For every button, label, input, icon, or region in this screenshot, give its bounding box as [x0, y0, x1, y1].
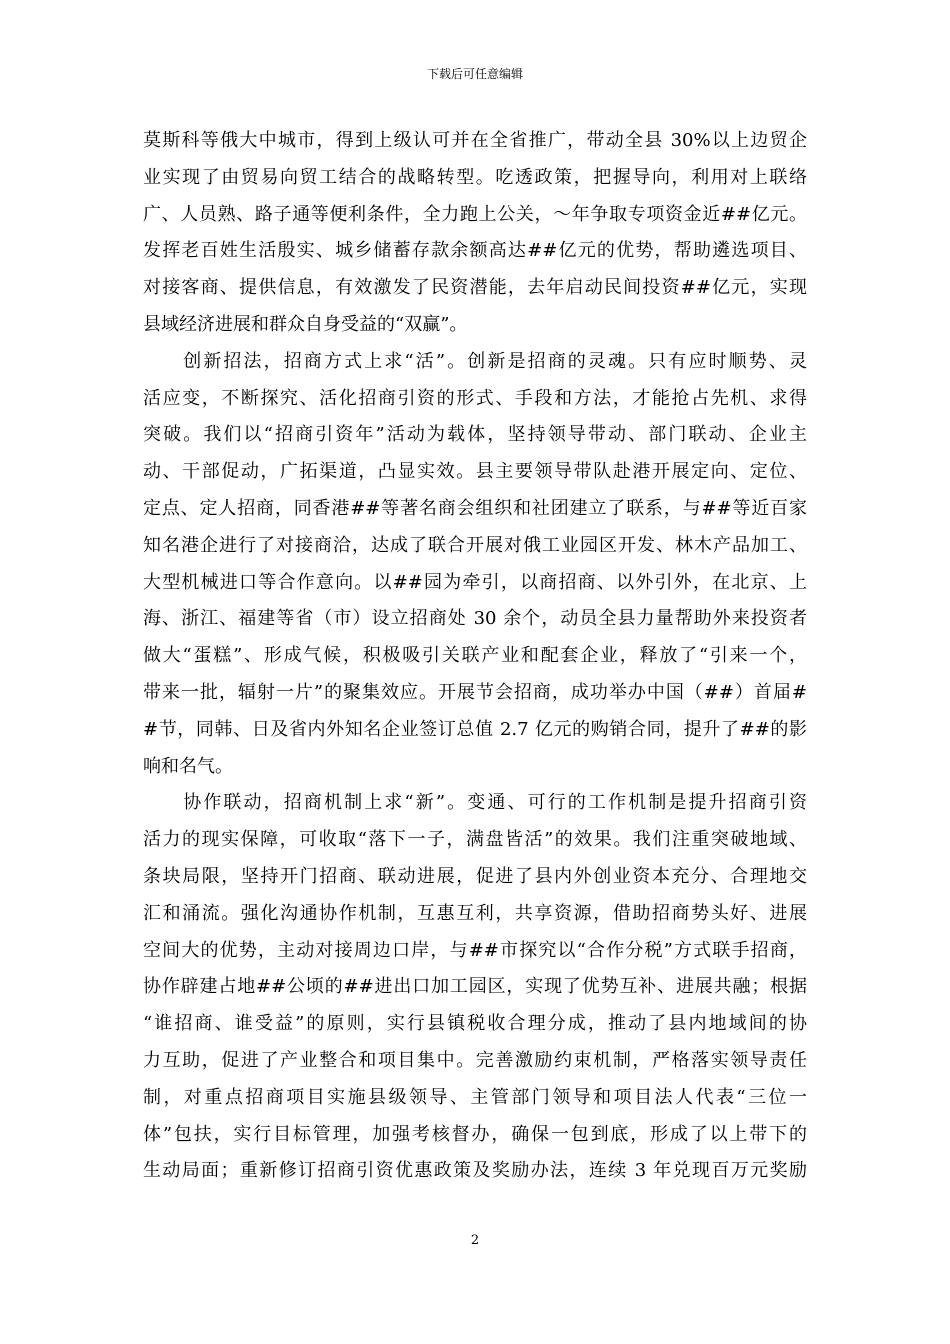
text-line: 大型机械进口等合作意向。以##园为牵引，以商招商、以外引外，在北京、上 [143, 571, 807, 593]
text-line: 生动局面；重新修订招商引资优惠政策及奖励办法，连续 3 年兑现百万元奖励 [143, 1160, 807, 1182]
text-line: 条块局限，坚持开门招商、联动进展，促进了县内外创业资本充分、合理地交 [143, 865, 807, 887]
text-line: 动、干部促动，广拓渠道，凸显实效。县主要领导带队赴港开展定向、定位、 [143, 461, 807, 483]
text-line: 力互助，促进了产业整合和项目集中。完善激励约束机制，严格落实领导责任 [143, 1049, 807, 1071]
text-line: 协作联动，招商机制上求“新”。变通、可行的工作机制是提升招商引资 [143, 792, 807, 814]
text-line: 响和名气。 [143, 755, 233, 777]
body-text [143, 123, 807, 1190]
text-line: 汇和涌流。强化沟通协作机制，互惠互利，共享资源，借助招商势头好、进展 [143, 902, 807, 924]
text-line: 广、人员熟、路子通等便利条件，全力跑上公关，～年争取专项资金近##亿元。 [143, 203, 807, 225]
text-line: “谁招商、谁受益”的原则，实行县镇税收合理分成，推动了县内地域间的协 [143, 1013, 807, 1035]
text-line: 突破。我们以“招商引资年”活动为载体，坚持领导带动、部门联动、企业主 [143, 424, 807, 446]
text-line: 体”包扶，实行目标管理，加强考核督办，确保一包到底，形成了以上带下的 [143, 1123, 807, 1145]
text-line: 对接客商、提供信息，有效激发了民资潜能，去年启动民间投资##亿元，实现 [143, 277, 807, 299]
text-line: 活应变，不断探究、活化招商引资的形式、手段和方法，才能抢占先机、求得 [143, 387, 807, 409]
page-header: 下载后可任意编辑 [426, 67, 523, 81]
text-line: 协作辟建占地##公顷的##进出口加工园区，实现了优势互补、进展共融；根据 [143, 976, 807, 998]
text-line: 海、浙江、福建等省（市）设立招商处 30 余个，动员全县力量帮助外来投资者 [143, 608, 807, 630]
text-line: 做大“蛋糕”、形成气候，积极吸引关联产业和配套企业，释放了“引来一个， [143, 645, 807, 667]
text-line: 活力的现实保障，可收取“落下一子，满盘皆活”的效果。我们注重突破地域、 [143, 829, 807, 851]
text-line: 业实现了由贸易向贸工结合的战略转型。吃透政策，把握导向，利用对上联络 [143, 166, 807, 188]
text-line: 定点、定人招商，同香港##等著名商会组织和社团建立了联系，与##等近百家 [143, 497, 807, 519]
text-line: #节，同韩、日及省内外知名企业签订总值 2.7 亿元的购销合同，提升了##的影 [143, 718, 807, 740]
text-line: 空间大的优势，主动对接周边口岸，与##市探究以“合作分税”方式联手招商， [143, 939, 807, 961]
text-line: 制，对重点招商项目实施县级领导、主管部门领导和项目法人代表“三位一 [143, 1086, 807, 1108]
page-number: 2 [470, 1233, 480, 1248]
text-line: 发挥老百姓生活殷实、城乡储蓄存款余额高达##亿元的优势，帮助遴选项目、 [143, 240, 807, 262]
text-line: 带来一批，辐射一片”的聚集效应。开展节会招商，成功举办中国（##）首届# [143, 681, 807, 703]
text-line: 县域经济进展和群众自身受益的“双赢”。 [143, 313, 468, 335]
text-line: 创新招法，招商方式上求“活”。创新是招商的灵魂。只有应时顺势、灵 [143, 350, 807, 372]
text-line: 莫斯科等俄大中城市，得到上级认可并在全省推广，带动全县 30%以上边贸企 [143, 130, 807, 151]
text-line: 知名港企进行了对接商洽，达成了联合开展对俄工业园区开发、林木产品加工、 [143, 534, 807, 556]
